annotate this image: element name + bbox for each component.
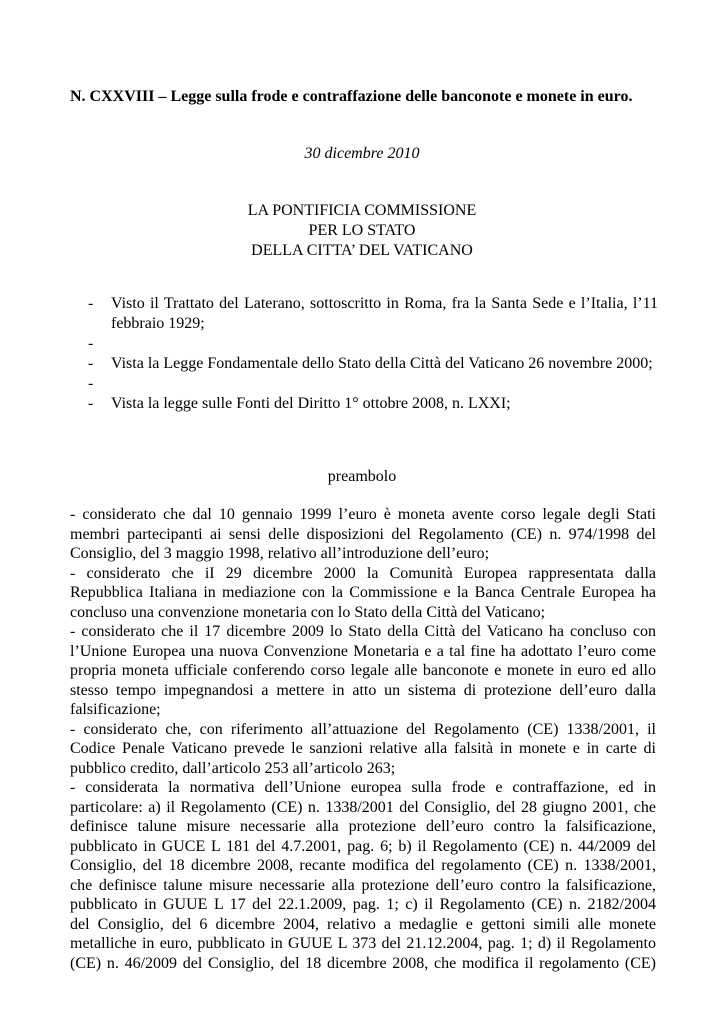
list-dash: -: [88, 375, 94, 392]
visti-item-empty: [88, 374, 658, 394]
authority-line: DELLA CITTA’ DEL VATICANO: [251, 242, 473, 259]
visti-item-text: Visto il Trattato del Laterano, sottoscritto in Roma, fra la Santa Sede e l’Italia, l’11 febbraio 1929;: [111, 295, 658, 332]
preambolo-heading: preambolo: [327, 468, 397, 485]
visti-list: [88, 294, 658, 414]
body-line: concluso una convenzione monetaria con lo Stato della Città del Vaticano;: [70, 603, 546, 621]
visti-item: [88, 394, 658, 414]
body-line: - considerato che, con riferimento all’attuazione del Regolamento (CE) 1338/2001, il: [70, 720, 656, 738]
issuing-authority: [0, 201, 724, 261]
visti-item: [88, 294, 658, 334]
list-dash: -: [88, 395, 94, 412]
body-line: pubblico credito, dall’articolo 253 all’articolo 263;: [70, 759, 396, 777]
body-line: - considerata la normativa dell’Unione europea sulla frode e contraffazione, ed in: [70, 779, 656, 796]
body-line: definisce talune misure necessarie alla protezione dell’euro contro la falsificazione,: [70, 818, 656, 835]
body-line: (CE) n. 46/2009 del Consiglio, del 18 dicembre 2008, che modifica il regolamento (CE): [70, 954, 656, 972]
visti-item-text: Vista la legge sulle Fonti del Diritto 1° ottobre 2008, n. LXXI;: [111, 395, 511, 412]
visti-item-empty: [88, 334, 658, 354]
body-line: - considerato che dal 10 gennaio 1999 l’euro è moneta avente corso legale degli Stati: [70, 506, 656, 523]
list-dash: -: [88, 355, 94, 372]
body-line: che definisce talune misure necessarie alla protezione dell’euro contro la falsificazione,: [70, 876, 656, 894]
body-line: del Consiglio, del 6 dicembre 2004, relativo a medaglie e gettoni simili alle monete: [70, 915, 656, 933]
body-line: falsificazione;: [70, 701, 161, 718]
body-line: metalliche in euro, pubblicato in GUUE L 373 del 21.12.2004, pag. 1; d) il Regolamento: [70, 935, 656, 952]
preambolo-body: [70, 505, 656, 973]
body-line: Consiglio, del 3 maggio 1998, relativo all’introduzione dell’euro;: [70, 545, 490, 562]
body-line: membri partecipanti ai sensi delle disposizioni del Regolamento (CE) n. 974/1998 del: [70, 525, 656, 543]
body-line: particolare: a) il Regolamento (CE) n. 1338/2001 del Consiglio, del 28 giugno 2001, che: [70, 798, 656, 816]
body-line: Consiglio, del 18 dicembre 2008, recante modifica del regolamento (CE) n. 1338/2001,: [70, 857, 656, 874]
body-line: Repubblica Italiana in mediazione con la Commissione e la Banca Centrale Europea ha: [70, 584, 656, 601]
body-line: pubblicato in GUUE L 17 del 22.1.2009, pag. 1; c) il Regolamento (CE) n. 2182/2004: [70, 896, 656, 913]
body-line: pubblicato in GUCE L 181 del 4.7.2001, pag. 6; b) il Regolamento (CE) n. 44/2009 del: [70, 837, 656, 855]
list-dash: -: [88, 335, 94, 352]
body-line: l’Unione Europea una nuova Convenzione Monetaria e a tal fine ha adottato l’euro come: [70, 642, 656, 660]
authority-line: PER LO STATO: [308, 222, 416, 239]
visti-item: [88, 354, 658, 374]
body-line: propria moneta ufficiale conferendo corso legale alle banconote e monete in euro ed allo: [70, 662, 656, 679]
law-title: N. CXXVIII – Legge sulla frode e contraffazione delle banconote e monete in euro.: [70, 88, 633, 105]
body-line: stesso tempo impegnandosi a mettere in atto un sistema di protezione dell’euro dalla: [70, 681, 656, 699]
authority-line: LA PONTIFICIA COMMISSIONE: [247, 202, 477, 219]
law-date: 30 dicembre 2010: [304, 145, 420, 162]
body-line: - considerato che il 17 dicembre 2009 lo Stato della Città del Vaticano ha concluso con: [70, 623, 656, 640]
list-dash: -: [88, 295, 94, 312]
body-line: - considerato che iI 29 dicembre 2000 la Comunità Europea rappresentata dalla: [70, 564, 656, 582]
visti-item-text: Vista la Legge Fondamentale dello Stato della Città del Vaticano 26 novembre 2000;: [111, 355, 653, 372]
body-line: Codice Penale Vaticano prevede le sanzioni relative alla falsità in monete e in carte di: [70, 740, 656, 757]
